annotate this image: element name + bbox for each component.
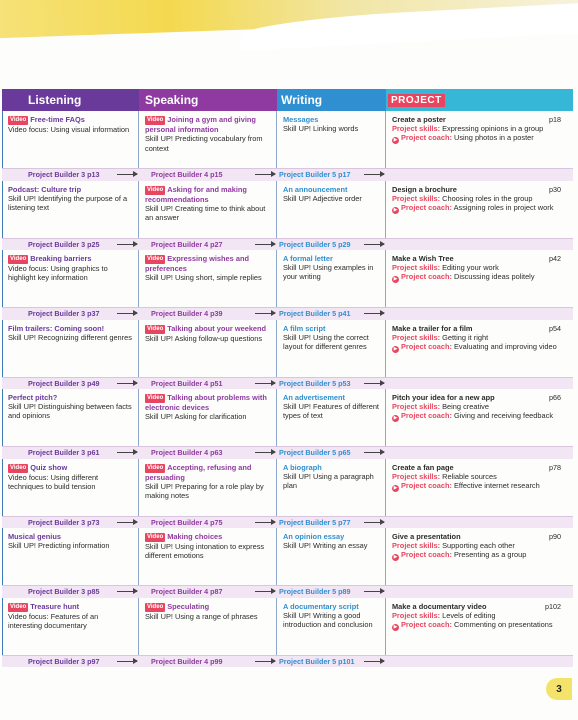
project-builder-row xyxy=(2,238,573,251)
speaking-body: Skill UP! Using short, simple replies xyxy=(145,273,262,283)
speaking-title-text: Talking about problems with electronic devices xyxy=(145,393,267,413)
speaking-body: Skill UP! Asking for clarification xyxy=(145,412,247,422)
video-tag: Video xyxy=(8,603,28,612)
project-builder-writing[interactable] xyxy=(277,169,386,181)
builder-text: Project Builder 5 p89 xyxy=(279,587,351,597)
listening-cell xyxy=(2,459,139,516)
video-tag: Video xyxy=(145,464,165,473)
builder-text: Project Builder 4 p27 xyxy=(151,239,223,249)
speaking-title-text: Talking about your weekend xyxy=(167,323,267,333)
speaking-cell xyxy=(139,111,277,168)
project-cell xyxy=(386,598,573,655)
listening-title-text: Breaking barriers xyxy=(30,254,92,263)
project-coach-text: Assigning roles in project work xyxy=(453,202,554,212)
speaking-title xyxy=(145,324,272,334)
project-skills xyxy=(392,472,569,481)
project-skills xyxy=(392,541,569,550)
project-skills xyxy=(392,333,569,342)
writing-cell xyxy=(277,250,386,307)
listening-title-text: Musical genius xyxy=(8,532,61,541)
project-page: p78 xyxy=(549,462,561,472)
writing-title: An advertisement xyxy=(283,393,346,402)
project-builder-row xyxy=(2,446,573,459)
unit-row xyxy=(2,320,573,390)
listening-cell xyxy=(2,250,139,307)
builder-text: Project Builder 4 p87 xyxy=(151,587,223,597)
video-tag: Video xyxy=(145,255,165,264)
listening-body: Skill UP! Identifying the purpose of a listening text xyxy=(8,193,128,212)
project-coach xyxy=(392,272,569,283)
project-builder-listening[interactable] xyxy=(2,586,139,598)
builder-text: Project Builder 3 p73 xyxy=(28,517,100,527)
speaking-body: Skill UP! Creating time to think about an answer xyxy=(145,203,266,223)
listening-title-text: Perfect pitch? xyxy=(8,393,58,402)
project-builder-speaking[interactable] xyxy=(139,656,277,668)
project-skills-label: Project skills: xyxy=(392,541,441,551)
unit-cells xyxy=(2,598,573,655)
arrow-right-icon xyxy=(364,313,384,314)
speaking-title-text: Making choices xyxy=(167,532,223,541)
video-tag: Video xyxy=(145,186,165,195)
listening-cell xyxy=(2,389,139,446)
project-builder-row xyxy=(2,307,573,320)
project-skills-label: Project skills: xyxy=(392,402,441,412)
listening-title xyxy=(8,324,134,333)
project-title: Create a fan page xyxy=(392,462,454,472)
project-skills-text: Reliable sources xyxy=(442,471,497,481)
project-coach-label: Project coach: xyxy=(401,272,452,282)
writing-cell xyxy=(277,320,386,377)
project-builder-spacer xyxy=(386,169,573,181)
builder-text: Project Builder 5 p29 xyxy=(279,239,351,249)
project-builder-writing[interactable] xyxy=(277,447,386,459)
listening-title-text: Free-time FAQs xyxy=(30,115,85,124)
project-builder-listening[interactable] xyxy=(2,378,139,390)
project-cell xyxy=(386,459,573,516)
unit-cells xyxy=(2,389,573,446)
project-coach-text: Commenting on presentations xyxy=(454,619,553,629)
project-skills-text: Expressing opinions in a group xyxy=(442,124,544,134)
project-cell xyxy=(386,111,573,168)
writing-body: Skill UP! Linking words xyxy=(283,124,359,134)
speaking-title xyxy=(145,115,272,134)
project-title: Make a trailer for a film xyxy=(392,323,473,333)
speaking-cell xyxy=(139,528,277,585)
video-tag: Video xyxy=(8,116,28,125)
project-builder-speaking[interactable] xyxy=(139,378,277,390)
project-skills-text: Getting it right xyxy=(442,332,489,342)
video-tag: Video xyxy=(145,325,165,334)
arrow-right-icon xyxy=(255,591,275,592)
arrow-right-icon xyxy=(117,452,137,453)
project-coach-label: Project coach: xyxy=(401,619,452,629)
unit-row xyxy=(2,389,573,459)
project-badge: PROJECT xyxy=(388,94,445,107)
unit-cells xyxy=(2,181,573,238)
project-coach xyxy=(392,342,569,353)
project-skills-text: Supporting each other xyxy=(442,541,515,551)
project-skills-text: Editing your work xyxy=(442,263,499,273)
listening-title-text: Treasure hunt xyxy=(30,601,80,611)
project-builder-row xyxy=(2,516,573,529)
project-builder-listening[interactable] xyxy=(2,517,139,529)
writing-cell xyxy=(277,181,386,238)
writing-cell xyxy=(277,459,386,516)
project-skills-text: Choosing roles in the group xyxy=(442,193,533,203)
video-tag: Video xyxy=(145,116,165,125)
project-skills-label: Project skills: xyxy=(392,471,441,481)
project-skills xyxy=(392,611,569,620)
writing-title: A formal letter xyxy=(283,254,333,263)
project-coach-text: Evaluating and improving video xyxy=(454,341,557,351)
builder-text: Project Builder 5 p41 xyxy=(279,309,351,319)
builder-text: Project Builder 4 p39 xyxy=(151,309,223,319)
coach-icon: ▶ xyxy=(393,137,398,144)
page-number: 3 xyxy=(546,678,572,700)
speaking-title-text: Accepting, refusing and persuading xyxy=(145,462,252,482)
arrow-right-icon xyxy=(255,661,275,662)
project-builder-speaking[interactable] xyxy=(139,447,277,459)
arrow-right-icon xyxy=(117,591,137,592)
speaking-body: Skill UP! Asking follow-up questions xyxy=(145,333,263,343)
project-title: Pitch your idea for a new app xyxy=(392,393,495,402)
project-page: p54 xyxy=(549,323,561,333)
builder-text: Project Builder 3 p13 xyxy=(28,170,100,180)
writing-title: A film script xyxy=(283,323,326,333)
listening-body: Skill UP! Distinguishing between facts and opinions xyxy=(8,402,132,421)
video-tag: Video xyxy=(8,255,28,264)
speaking-title xyxy=(145,602,272,612)
unit-row xyxy=(2,111,573,181)
builder-text: Project Builder 4 p63 xyxy=(151,448,223,458)
arrow-right-icon xyxy=(117,174,137,175)
writing-cell xyxy=(277,111,386,168)
listening-body: Video focus: Using different techniques to build tension xyxy=(8,472,99,491)
header-row xyxy=(2,89,573,111)
contents-table xyxy=(2,89,573,667)
project-builder-listening[interactable] xyxy=(2,169,139,181)
header-writing: Writing xyxy=(277,89,386,111)
listening-title xyxy=(8,185,134,194)
project-coach-text: Using photos in a poster xyxy=(454,133,534,143)
project-builder-listening[interactable] xyxy=(2,308,139,320)
project-coach-label: Project coach: xyxy=(401,411,452,421)
arrow-right-icon xyxy=(117,522,137,523)
project-builder-spacer xyxy=(386,447,573,459)
writing-body: Skill UP! Adjective order xyxy=(283,193,362,203)
listening-title-text: Quiz show xyxy=(30,462,68,472)
coach-icon: ▶ xyxy=(393,623,398,630)
project-title: Make a documentary video xyxy=(392,601,487,611)
listening-body: Skill UP! Predicting information xyxy=(8,541,110,551)
writing-cell xyxy=(277,528,386,585)
project-coach xyxy=(392,550,569,561)
arrow-right-icon xyxy=(117,661,137,662)
unit-cells xyxy=(2,111,573,168)
units-list xyxy=(2,111,573,667)
project-skills-label: Project skills: xyxy=(392,610,441,620)
speaking-body: Skill UP! Using intonation to express different emotions xyxy=(145,542,265,561)
speaking-cell xyxy=(139,181,277,238)
video-tag: Video xyxy=(145,533,165,542)
project-builder-row xyxy=(2,168,573,181)
coach-icon: ▶ xyxy=(393,484,398,491)
writing-cell xyxy=(277,389,386,446)
listening-title xyxy=(8,393,134,402)
arrow-right-icon xyxy=(364,661,384,662)
project-builder-writing[interactable] xyxy=(277,586,386,598)
project-coach xyxy=(392,133,569,144)
builder-text: Project Builder 3 p49 xyxy=(28,378,100,388)
writing-body: Skill UP! Features of different types of text xyxy=(283,402,379,421)
writing-title: Messages xyxy=(283,115,319,124)
listening-cell xyxy=(2,111,139,168)
project-builder-spacer xyxy=(386,378,573,390)
project-builder-writing[interactable] xyxy=(277,656,386,668)
arrow-right-icon xyxy=(255,522,275,523)
listening-body: Video focus: Using graphics to highlight key information xyxy=(8,264,108,283)
listening-body: Video focus: Using visual information xyxy=(8,125,130,135)
unit-cells xyxy=(2,250,573,307)
project-skills xyxy=(392,402,569,411)
arrow-right-icon xyxy=(255,174,275,175)
project-builder-row xyxy=(2,585,573,598)
writing-body: Skill UP! Using the correct layout for different genres xyxy=(283,332,369,351)
builder-text: Project Builder 4 p15 xyxy=(151,170,223,180)
project-title: Make a Wish Tree xyxy=(392,254,454,263)
writing-body: Skill UP! Using a paragraph plan xyxy=(283,471,374,490)
project-skills xyxy=(392,263,569,272)
project-skills xyxy=(392,124,569,133)
project-builder-speaking[interactable] xyxy=(139,308,277,320)
project-coach xyxy=(392,411,569,422)
project-builder-writing[interactable] xyxy=(277,517,386,529)
unit-row xyxy=(2,598,573,668)
speaking-title xyxy=(145,463,272,482)
project-coach-label: Project coach: xyxy=(401,480,452,490)
arrow-right-icon xyxy=(117,244,137,245)
builder-text: Project Builder 5 p53 xyxy=(279,378,351,388)
arrow-right-icon xyxy=(364,452,384,453)
unit-cells xyxy=(2,459,573,516)
speaking-cell xyxy=(139,389,277,446)
coach-icon: ▶ xyxy=(393,206,398,213)
project-page: p18 xyxy=(549,115,561,124)
builder-text: Project Builder 3 p85 xyxy=(28,587,100,597)
builder-text: Project Builder 3 p97 xyxy=(28,656,100,666)
unit-row xyxy=(2,181,573,251)
project-coach-label: Project coach: xyxy=(401,550,452,560)
project-page: p30 xyxy=(549,184,561,194)
arrow-right-icon xyxy=(364,174,384,175)
project-coach-text: Discussing ideas politely xyxy=(454,272,535,282)
project-cell xyxy=(386,250,573,307)
project-cell xyxy=(386,528,573,585)
listening-title xyxy=(8,532,134,541)
arrow-right-icon xyxy=(364,244,384,245)
project-builder-writing[interactable] xyxy=(277,239,386,251)
listening-title xyxy=(8,115,134,125)
unit-cells xyxy=(2,528,573,585)
top-decoration xyxy=(0,0,578,40)
coach-icon: ▶ xyxy=(393,276,398,283)
writing-title: A biograph xyxy=(283,462,322,472)
unit-row xyxy=(2,459,573,529)
project-builder-speaking[interactable] xyxy=(139,586,277,598)
project-coach-text: Giving and receiving feedback xyxy=(454,411,554,421)
header-listening: Listening xyxy=(2,89,139,111)
unit-row xyxy=(2,528,573,598)
header-speaking: Speaking xyxy=(139,89,277,111)
arrow-right-icon xyxy=(255,452,275,453)
listening-body: Video focus: Features of an interesting documentary xyxy=(8,611,99,630)
project-page: p42 xyxy=(549,254,561,263)
project-skills-label: Project skills: xyxy=(392,193,441,203)
speaking-title-text: Asking for and making recommendations xyxy=(145,184,247,204)
project-title: Design a brochure xyxy=(392,184,457,194)
project-skills-text: Levels of editing xyxy=(442,610,496,620)
project-builder-spacer xyxy=(386,239,573,251)
project-coach xyxy=(392,203,569,214)
speaking-title-text: Speculating xyxy=(167,601,210,611)
project-builder-speaking[interactable] xyxy=(139,239,277,251)
builder-text: Project Builder 4 p99 xyxy=(151,656,223,666)
builder-text: Project Builder 5 p101 xyxy=(279,656,355,666)
builder-text: Project Builder 5 p65 xyxy=(279,448,351,458)
arrow-right-icon xyxy=(255,313,275,314)
project-coach-label: Project coach: xyxy=(401,202,452,212)
project-cell xyxy=(386,181,573,238)
project-skills-label: Project skills: xyxy=(392,124,441,134)
writing-title: A documentary script xyxy=(283,601,359,611)
arrow-right-icon xyxy=(364,591,384,592)
video-tag: Video xyxy=(145,394,165,403)
project-cell xyxy=(386,389,573,446)
speaking-cell xyxy=(139,598,277,655)
speaking-cell xyxy=(139,459,277,516)
listening-cell xyxy=(2,181,139,238)
project-coach-text: Effective internet research xyxy=(454,480,540,490)
video-tag: Video xyxy=(145,603,165,612)
project-builder-speaking[interactable] xyxy=(139,169,277,181)
project-skills xyxy=(392,194,569,203)
project-skills-label: Project skills: xyxy=(392,332,441,342)
speaking-title xyxy=(145,185,272,204)
speaking-title-text: Expressing wishes and preferences xyxy=(145,254,249,274)
project-title: Create a poster xyxy=(392,115,446,124)
unit-row xyxy=(2,250,573,320)
writing-title: An opinion essay xyxy=(283,532,345,541)
project-builder-spacer xyxy=(386,517,573,529)
writing-cell xyxy=(277,598,386,655)
writing-body: Skill UP! Writing an essay xyxy=(283,541,368,551)
speaking-title xyxy=(145,254,272,273)
builder-text: Project Builder 3 p61 xyxy=(28,448,100,458)
project-coach xyxy=(392,481,569,492)
arrow-right-icon xyxy=(255,383,275,384)
builder-text: Project Builder 3 p37 xyxy=(28,309,100,319)
project-builder-spacer xyxy=(386,308,573,320)
speaking-title xyxy=(145,393,272,412)
listening-cell xyxy=(2,598,139,655)
project-builder-row xyxy=(2,655,573,668)
listening-title xyxy=(8,463,134,473)
project-skills-label: Project skills: xyxy=(392,263,441,273)
coach-icon: ▶ xyxy=(393,554,398,561)
listening-body: Skill UP! Recognizing different genres xyxy=(8,332,132,342)
project-builder-listening[interactable] xyxy=(2,239,139,251)
writing-body: Skill UP! Writing a good introduction and conclusion xyxy=(283,610,373,629)
listening-title xyxy=(8,254,134,264)
header-project xyxy=(386,89,573,111)
listening-cell xyxy=(2,528,139,585)
project-coach-text: Presenting as a group xyxy=(454,550,527,560)
builder-text: Project Builder 4 p51 xyxy=(151,378,223,388)
speaking-title xyxy=(145,532,272,542)
speaking-title-text: Joining a gym and giving personal information xyxy=(145,115,256,135)
writing-body: Skill UP! Using examples in your writing xyxy=(283,263,374,282)
writing-title: An announcement xyxy=(283,184,348,194)
project-builder-speaking[interactable] xyxy=(139,517,277,529)
builder-text: Project Builder 5 p17 xyxy=(279,170,351,180)
project-builder-spacer xyxy=(386,656,573,668)
unit-cells xyxy=(2,320,573,377)
video-tag: Video xyxy=(8,464,28,473)
project-page: p66 xyxy=(549,393,561,402)
speaking-body: Skill UP! Predicting vocabulary from context xyxy=(145,134,263,153)
arrow-right-icon xyxy=(364,383,384,384)
project-coach-label: Project coach: xyxy=(401,341,452,351)
project-builder-row xyxy=(2,377,573,390)
arrow-right-icon xyxy=(364,522,384,523)
listening-title-text: Film trailers: Coming soon! xyxy=(8,323,105,333)
project-builder-listening[interactable] xyxy=(2,656,139,668)
builder-text: Project Builder 4 p75 xyxy=(151,517,223,527)
builder-text: Project Builder 3 p25 xyxy=(28,239,100,249)
project-builder-writing[interactable] xyxy=(277,308,386,320)
speaking-cell xyxy=(139,250,277,307)
speaking-cell xyxy=(139,320,277,377)
coach-icon: ▶ xyxy=(393,345,398,352)
arrow-right-icon xyxy=(117,313,137,314)
project-page: p102 xyxy=(545,601,561,611)
project-cell xyxy=(386,320,573,377)
speaking-body: Skill UP! Preparing for a role play by making notes xyxy=(145,481,264,501)
coach-icon: ▶ xyxy=(393,415,398,422)
builder-text: Project Builder 5 p77 xyxy=(279,517,351,527)
project-builder-listening[interactable] xyxy=(2,447,139,459)
arrow-right-icon xyxy=(255,244,275,245)
arrow-right-icon xyxy=(117,383,137,384)
project-coach-label: Project coach: xyxy=(401,133,452,143)
listening-title-text: Podcast: Culture trip xyxy=(8,184,82,194)
listening-title xyxy=(8,602,134,612)
project-builder-writing[interactable] xyxy=(277,378,386,390)
listening-cell xyxy=(2,320,139,377)
project-title: Give a presentation xyxy=(392,532,461,541)
project-page: p90 xyxy=(549,532,561,541)
project-builder-spacer xyxy=(386,586,573,598)
project-skills-text: Being creative xyxy=(442,402,489,412)
speaking-body: Skill UP! Using a range of phrases xyxy=(145,611,258,621)
project-coach xyxy=(392,620,569,631)
